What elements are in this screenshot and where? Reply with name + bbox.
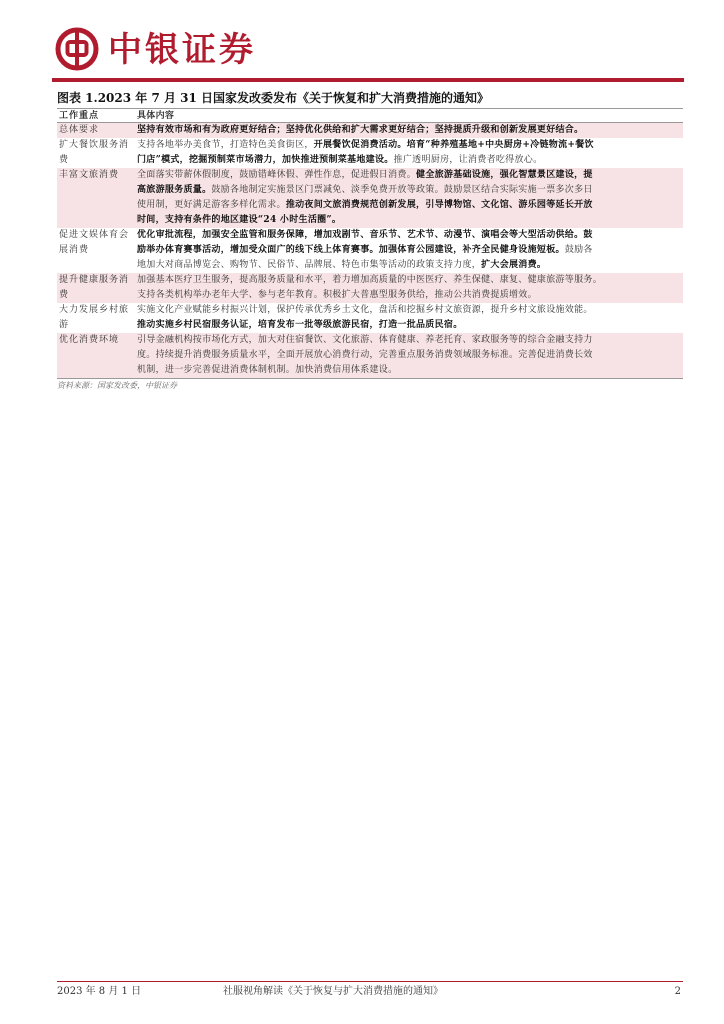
content-line: [137, 303, 683, 318]
content-line: [137, 318, 683, 333]
table-row: [57, 228, 683, 273]
row-key: 扩大餐饮服务消费: [59, 140, 130, 165]
page-footer: [57, 985, 683, 999]
body-text: 加强基本医疗卫生服务，提高服务质量和水平，着力增加高质量的中医医疗、养生保健、康复、健康旅游等服务。: [137, 275, 603, 285]
body-text: 支持各类机构举办老年大学、参与老年教育。积极扩大普惠型服务供给，推动公共消费提质增效。: [137, 290, 537, 300]
content-line: [137, 123, 683, 138]
body-text: 地加大对商品博览会、购物节、民俗节、品牌展、特色市集等活动的政策支持力度，: [137, 260, 482, 270]
bold-text: 推动夜间文旅消费规范创新发展，引导博物馆、文化馆、游乐园等延长开放: [285, 200, 593, 210]
bold-text: 时间，支持有条件的地区建设“24 小时生活圈”。: [137, 215, 342, 225]
body-text: 度。持续提升消费服务质量水平，全面开展放心消费行动，完善重点服务消费领域服务标准。完善促进消费长效: [137, 350, 593, 360]
policy-table: [57, 110, 683, 379]
bank-of-china-logo: [55, 27, 99, 71]
row-content: [135, 168, 683, 228]
content-line: [137, 288, 683, 303]
page-number: 2: [674, 986, 681, 997]
row-key: 促进文娱体育会展消费: [59, 230, 130, 255]
bold-text: 开展餐饮促消费活动。培育“种养殖基地+中央厨房+冷链物流+餐饮: [313, 140, 594, 150]
content-line: [137, 273, 683, 288]
content-line: [137, 333, 683, 348]
bold-text: 推动实施乡村民宿服务认证，培育发布一批等级旅游民宿，打造一批品质民宿。: [137, 320, 463, 330]
footer-doc-title: 社服视角解读《关于恢复与扩大消费措施的通知》: [223, 986, 443, 997]
table-row: [57, 168, 683, 228]
column-header-content: 具体内容: [137, 111, 175, 121]
body-text: 支持各地举办美食节，打造特色美食街区，: [137, 140, 314, 150]
content-line: [137, 168, 683, 183]
body-text: 引导金融机构按市场化方式，加大对住宿餐饮、文化旅游、体育健康、养老托育、家政服务等的综合金融支持力: [137, 335, 593, 345]
brand-name: 中银证券: [108, 30, 256, 70]
table-header: [57, 110, 683, 123]
body-text: 全面落实带薪休假制度，鼓励错峰休假、弹性作息，促进假日消费。: [137, 170, 417, 180]
bold-text: 健全旅游基础设施，强化智慧景区建设，提: [416, 170, 593, 180]
content-line: [137, 348, 683, 363]
body-text: 推广透明厨房，让消费者吃得放心。: [393, 155, 543, 165]
content-line: [137, 198, 683, 213]
table-body: [57, 123, 683, 378]
row-content: [135, 123, 683, 138]
body-text: 使用制，更好满足游客多样化需求。: [137, 200, 286, 210]
page-header: [0, 0, 724, 90]
bold-text: 扩大会展消费。: [481, 260, 547, 270]
table-row: [57, 333, 683, 378]
bold-text: 励举办体育赛事活动，增加受众面广的线下线上体育赛事。加强体育公园建设，补齐全民健身设施短板。: [137, 245, 565, 255]
bold-text: 门店”模式，挖掘预制菜市场潜力，加快推进预制菜基地建设。: [137, 155, 394, 165]
column-header-focus: 工作重点: [59, 111, 100, 121]
figure-title: 图表 1.2023 年 7 月 31 日国家发改委发布《关于恢复和扩大消费措施的通知》: [57, 91, 490, 105]
content-line: [137, 243, 683, 258]
body-text: 鼓励各地制定实施景区门票减免、淡季免费开放等政策。鼓励景区结合实际实施一票多次多日: [211, 185, 593, 195]
row-content: [135, 333, 683, 378]
footer-date: 2023 年 8 月 1 日: [57, 986, 142, 997]
table-row: [57, 273, 683, 303]
bold-text: 高旅游服务质量。: [137, 185, 212, 195]
table-row: [57, 123, 683, 138]
table-row: [57, 138, 683, 168]
row-key: 优化消费环境: [59, 335, 120, 345]
content-line: [137, 183, 683, 198]
content-line: [137, 258, 683, 273]
content-line: [137, 153, 683, 168]
row-content: [135, 273, 683, 303]
row-key: 丰富文旅消费: [59, 170, 120, 180]
bold-text: 优化审批流程，加强安全监管和服务保障，增加戏剧节、音乐节、艺术节、动漫节、演唱会等大型活动供给。鼓: [137, 230, 593, 240]
row-key: 总体要求: [59, 125, 100, 135]
row-key: 大力发展乡村旅游: [59, 305, 130, 330]
content-line: [137, 213, 683, 228]
row-key: 提升健康服务消费: [59, 275, 130, 300]
body-text: 实施文化产业赋能乡村振兴计划，保护传承优秀乡土文化，盘活和挖掘乡村文旅资源，提升乡村文旅设施效能。: [137, 305, 593, 315]
source-note: 资料来源：国家发改委，中银证券: [57, 381, 177, 390]
figure-title-divider: [57, 108, 683, 109]
header-divider: [52, 78, 684, 82]
table-row: [57, 303, 683, 333]
bold-text: 坚持有效市场和有为政府更好结合；坚持优化供给和扩大需求更好结合；坚持提质升级和创新发展更好结合。: [137, 125, 584, 135]
row-content: [135, 228, 683, 273]
content-line: [137, 138, 683, 153]
footer-divider: [57, 981, 683, 982]
row-content: [135, 138, 683, 168]
table-bottom-rule: [57, 378, 683, 379]
body-text: 机制，进一步完善促进消费体制机制。加快消费信用体系建设。: [137, 365, 398, 375]
content-line: [137, 228, 683, 243]
content-line: [137, 363, 683, 378]
row-content: [135, 303, 683, 333]
body-text: 鼓励各: [564, 245, 593, 255]
